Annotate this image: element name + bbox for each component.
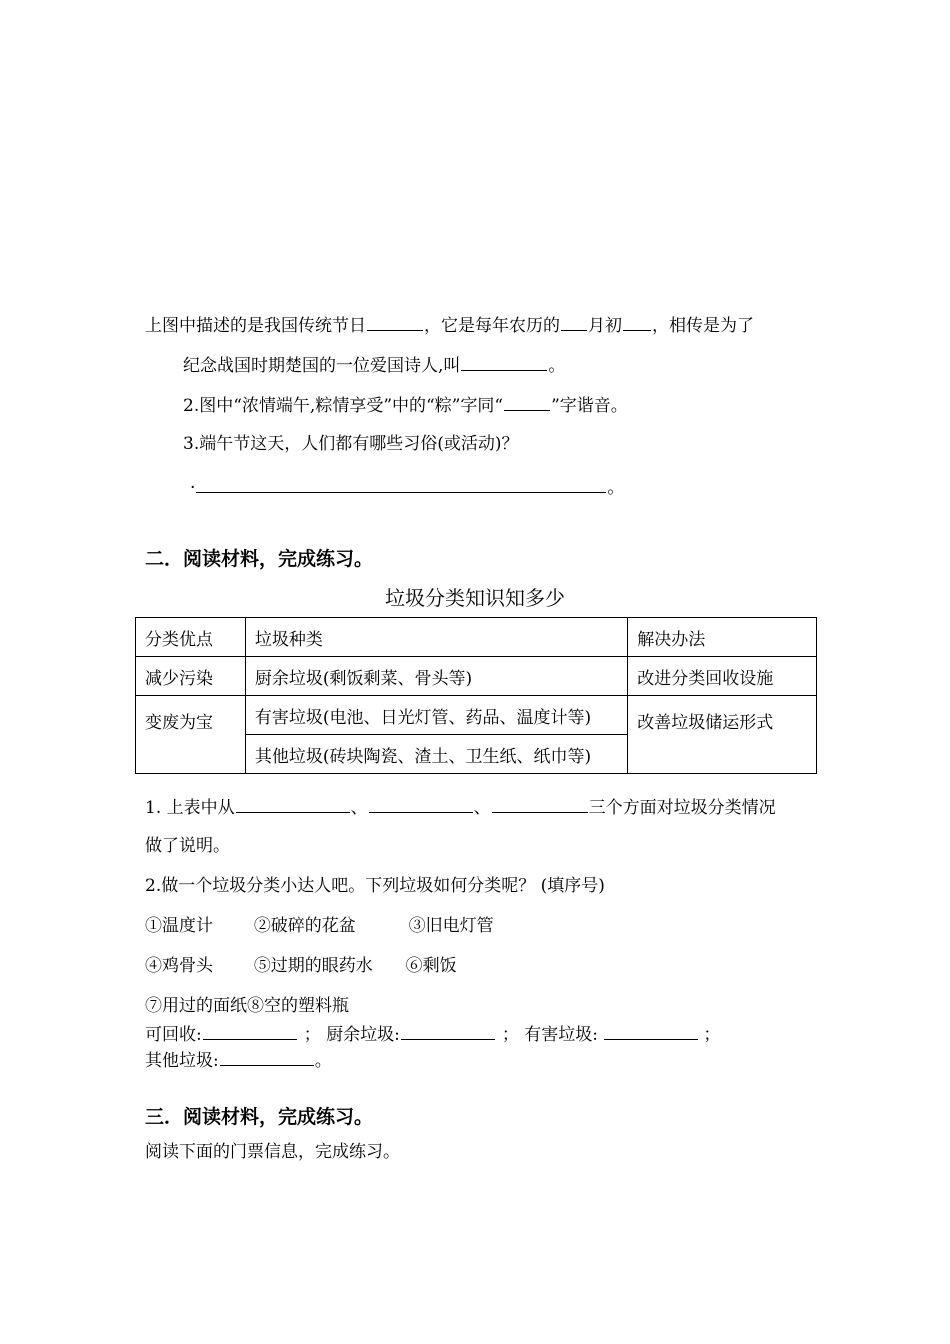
garbage-item: ⑥剩饭 xyxy=(405,956,457,976)
garbage-sorting-table xyxy=(135,617,817,774)
answer-line-categories: 可回收: ； 厨余垃圾: ； 有害垃圾: ； xyxy=(145,1025,721,1045)
answer-blank-festival[interactable] xyxy=(367,314,423,331)
table-cell: 有害垃圾(电池、日光灯管、药品、温度计等) xyxy=(245,696,627,735)
table-cell: 变废为宝 xyxy=(136,696,246,774)
table-header-row xyxy=(136,618,817,657)
q2-line: 2.图中“浓情端午,粽情享受”中的“粽”字同“ ”字谐音。 xyxy=(183,396,628,416)
q1-line1: 上图中描述的是我国传统节日 ，它是每年农历的 月初 ，相传是为了 xyxy=(145,316,754,336)
section3-intro: 阅读下面的门票信息，完成练习。 xyxy=(145,1142,400,1162)
answer-blank-aspect-1[interactable] xyxy=(236,796,350,813)
answer-blank-day[interactable] xyxy=(623,314,651,331)
section2-heading: 二．阅读材料，完成练习。 xyxy=(145,548,374,570)
answer-blank-harmful[interactable] xyxy=(604,1023,698,1040)
garbage-item: ⑦用过的面纸⑧空的塑料瓶 xyxy=(145,996,349,1016)
s2-q2-line: 2.做一个垃圾分类小达人吧。下列垃圾如何分类呢？ (填序号) xyxy=(145,876,605,896)
garbage-items-row-3 xyxy=(145,996,349,1016)
table-cell: 改进分类回收设施 xyxy=(628,657,817,696)
table-cell: 其他垃圾(砖块陶瓷、渣土、卫生纸、纸巾等) xyxy=(245,735,627,774)
answer-blank-month[interactable] xyxy=(561,314,587,331)
answer-blank-other[interactable] xyxy=(220,1049,314,1066)
q3-answer-line: · 。 xyxy=(190,478,625,498)
table-title: 垃圾分类知识知多少 xyxy=(385,586,565,610)
table-cell: 减少污染 xyxy=(136,657,246,696)
q3-line: 3.端午节这天，人们都有哪些习俗(或活动)？ xyxy=(183,434,519,454)
garbage-item: ②破碎的花盆 xyxy=(253,916,356,936)
answer-blank-kitchen[interactable] xyxy=(401,1023,495,1040)
garbage-item: ①温度计 xyxy=(145,916,213,936)
answer-blank-poet[interactable] xyxy=(461,354,547,371)
answer-blank-customs[interactable] xyxy=(196,476,606,493)
table-header-cell: 解决办法 xyxy=(628,618,817,657)
q1-line2: 纪念战国时期楚国的一位爱国诗人,叫 。 xyxy=(183,356,566,376)
answer-blank-aspect-2[interactable] xyxy=(369,796,473,813)
section3-heading: 三．阅读材料，完成练习。 xyxy=(145,1106,374,1128)
garbage-items-row-1 xyxy=(145,916,494,936)
table-row xyxy=(136,696,817,735)
garbage-items-row-2 xyxy=(145,956,457,976)
answer-blank-homophone[interactable] xyxy=(504,394,550,411)
answer-blank-recyclable[interactable] xyxy=(203,1023,297,1040)
table-header-cell: 分类优点 xyxy=(136,618,246,657)
s2-q1-line1: 1. 上表中从 、 、 三个方面对垃圾分类情况 xyxy=(145,798,776,818)
answer-blank-aspect-3[interactable] xyxy=(492,796,588,813)
table-row xyxy=(136,657,817,696)
garbage-item: ④鸡骨头 xyxy=(145,956,213,976)
garbage-item: ⑤过期的眼药水 xyxy=(253,956,373,976)
garbage-item: ③旧电灯管 xyxy=(408,916,494,936)
answer-line-other: 其他垃圾: 。 xyxy=(145,1051,332,1071)
table-cell: 改善垃圾储运形式 xyxy=(628,696,817,774)
s2-q1-line2: 做了说明。 xyxy=(145,836,230,856)
table-header-cell: 垃圾种类 xyxy=(245,618,627,657)
table-cell: 厨余垃圾(剩饭剩菜、骨头等) xyxy=(245,657,627,696)
